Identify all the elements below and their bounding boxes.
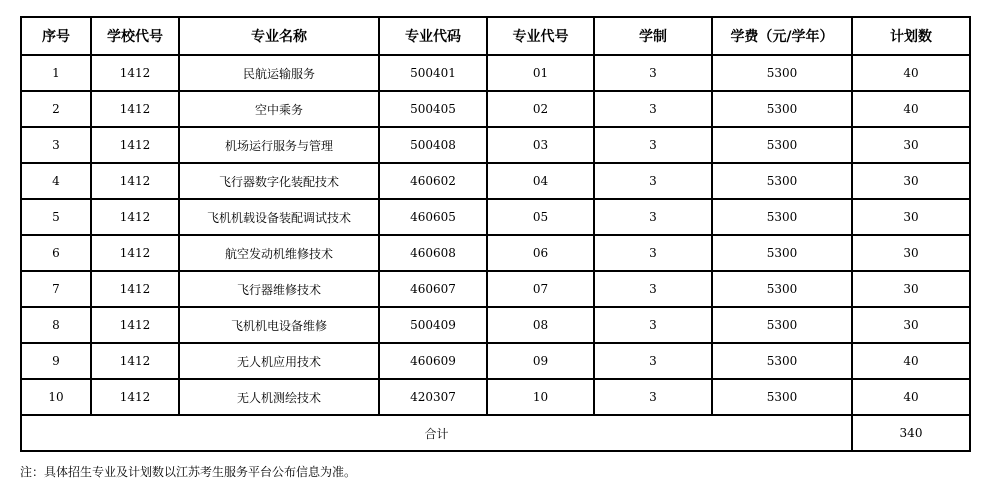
cell-major-name: 民航运输服务 (179, 55, 379, 91)
header-major-code: 专业代码 (379, 17, 487, 55)
cell-major-code: 500405 (379, 91, 487, 127)
cell-serial: 4 (21, 163, 91, 199)
cell-serial: 10 (21, 379, 91, 415)
header-school-code: 学校代号 (91, 17, 179, 55)
cell-serial: 9 (21, 343, 91, 379)
cell-major-number: 10 (487, 379, 594, 415)
enrollment-plan-table (20, 16, 971, 452)
table-row (21, 379, 970, 415)
total-row (21, 415, 970, 451)
cell-tuition: 5300 (712, 379, 852, 415)
cell-plan-count: 30 (852, 163, 970, 199)
table-row (21, 199, 970, 235)
cell-tuition: 5300 (712, 91, 852, 127)
cell-duration: 3 (594, 307, 712, 343)
cell-school-code: 1412 (91, 235, 179, 271)
cell-serial: 3 (21, 127, 91, 163)
cell-tuition: 5300 (712, 199, 852, 235)
cell-tuition: 5300 (712, 55, 852, 91)
header-row (21, 17, 970, 55)
cell-major-name: 机场运行服务与管理 (179, 127, 379, 163)
cell-duration: 3 (594, 163, 712, 199)
cell-tuition: 5300 (712, 127, 852, 163)
footnote: 注：具体招生专业及计划数以江苏考生服务平台公布信息为准。 (20, 465, 357, 479)
cell-major-name: 飞机机电设备维修 (179, 307, 379, 343)
cell-duration: 3 (594, 199, 712, 235)
cell-tuition: 5300 (712, 271, 852, 307)
cell-major-number: 06 (487, 235, 594, 271)
header-serial: 序号 (21, 17, 91, 55)
total-value: 340 (852, 415, 970, 451)
cell-plan-count: 30 (852, 235, 970, 271)
cell-plan-count: 40 (852, 379, 970, 415)
cell-plan-count: 40 (852, 55, 970, 91)
cell-major-number: 04 (487, 163, 594, 199)
cell-tuition: 5300 (712, 343, 852, 379)
cell-major-name: 无人机测绘技术 (179, 379, 379, 415)
table-row (21, 127, 970, 163)
table-row (21, 163, 970, 199)
cell-major-number: 03 (487, 127, 594, 163)
header-plan-count: 计划数 (852, 17, 970, 55)
cell-plan-count: 30 (852, 127, 970, 163)
cell-major-name: 无人机应用技术 (179, 343, 379, 379)
cell-major-code: 420307 (379, 379, 487, 415)
cell-school-code: 1412 (91, 307, 179, 343)
cell-plan-count: 30 (852, 307, 970, 343)
cell-school-code: 1412 (91, 55, 179, 91)
cell-major-number: 01 (487, 55, 594, 91)
cell-major-name: 飞机机载设备装配调试技术 (179, 199, 379, 235)
cell-duration: 3 (594, 127, 712, 163)
cell-school-code: 1412 (91, 343, 179, 379)
cell-duration: 3 (594, 235, 712, 271)
cell-duration: 3 (594, 271, 712, 307)
cell-serial: 5 (21, 199, 91, 235)
cell-major-code: 460608 (379, 235, 487, 271)
cell-school-code: 1412 (91, 271, 179, 307)
cell-duration: 3 (594, 343, 712, 379)
table-header (21, 17, 970, 55)
header-major-name: 专业名称 (179, 17, 379, 55)
cell-major-code: 500408 (379, 127, 487, 163)
cell-school-code: 1412 (91, 379, 179, 415)
cell-duration: 3 (594, 379, 712, 415)
cell-major-code: 460609 (379, 343, 487, 379)
total-label: 合计 (21, 415, 852, 451)
cell-school-code: 1412 (91, 163, 179, 199)
cell-major-number: 05 (487, 199, 594, 235)
cell-major-number: 02 (487, 91, 594, 127)
cell-tuition: 5300 (712, 235, 852, 271)
cell-school-code: 1412 (91, 127, 179, 163)
header-major-number: 专业代号 (487, 17, 594, 55)
header-tuition: 学费（元/学年） (712, 17, 852, 55)
cell-major-number: 08 (487, 307, 594, 343)
cell-plan-count: 30 (852, 199, 970, 235)
cell-major-number: 07 (487, 271, 594, 307)
cell-tuition: 5300 (712, 163, 852, 199)
cell-major-code: 460602 (379, 163, 487, 199)
cell-major-code: 500401 (379, 55, 487, 91)
table-row (21, 307, 970, 343)
table-row (21, 235, 970, 271)
cell-school-code: 1412 (91, 91, 179, 127)
cell-major-code: 500409 (379, 307, 487, 343)
table-row (21, 343, 970, 379)
cell-serial: 6 (21, 235, 91, 271)
cell-major-name: 空中乘务 (179, 91, 379, 127)
table-row (21, 271, 970, 307)
cell-school-code: 1412 (91, 199, 179, 235)
cell-plan-count: 40 (852, 91, 970, 127)
cell-plan-count: 40 (852, 343, 970, 379)
cell-major-number: 09 (487, 343, 594, 379)
cell-serial: 8 (21, 307, 91, 343)
cell-serial: 1 (21, 55, 91, 91)
cell-serial: 2 (21, 91, 91, 127)
table-body (21, 55, 970, 415)
table-row (21, 91, 970, 127)
cell-serial: 7 (21, 271, 91, 307)
table-row (21, 55, 970, 91)
cell-major-name: 航空发动机维修技术 (179, 235, 379, 271)
cell-major-name: 飞行器维修技术 (179, 271, 379, 307)
cell-major-code: 460605 (379, 199, 487, 235)
cell-duration: 3 (594, 91, 712, 127)
cell-major-name: 飞行器数字化装配技术 (179, 163, 379, 199)
cell-major-code: 460607 (379, 271, 487, 307)
cell-tuition: 5300 (712, 307, 852, 343)
cell-plan-count: 30 (852, 271, 970, 307)
header-duration: 学制 (594, 17, 712, 55)
cell-duration: 3 (594, 55, 712, 91)
